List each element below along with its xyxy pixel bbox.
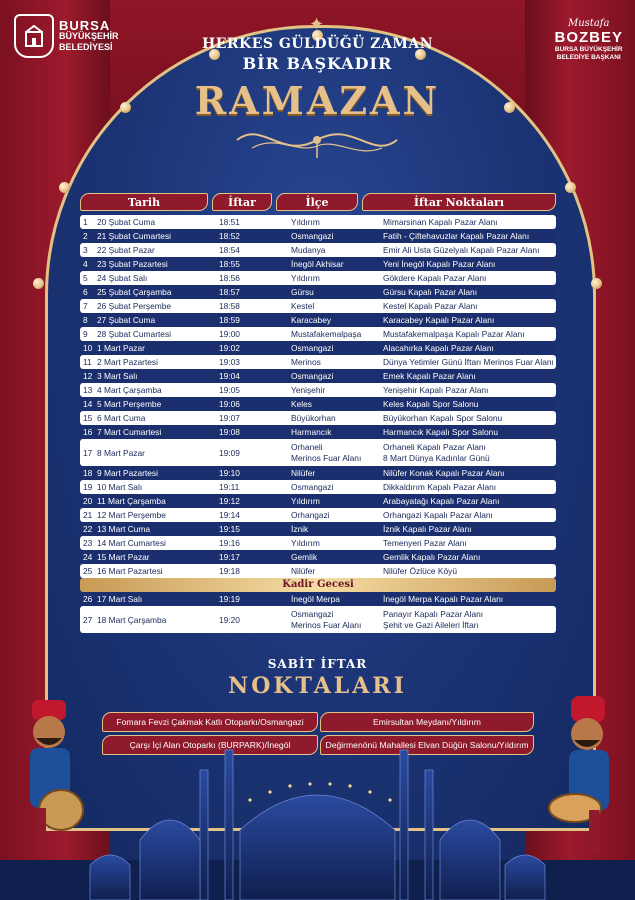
table-row (80, 215, 556, 229)
row-date: 15 Mart Pazar (97, 552, 150, 562)
row-number: 13 (83, 385, 93, 395)
fixed-iftar-title2: NOKTALARI (228, 673, 407, 699)
row-date: 26 Şubat Perşembe (97, 301, 172, 311)
row-place-line: Büyükorhan Kapalı Spor Salonu (383, 412, 503, 423)
row-date: 3 Mart Salı (97, 371, 138, 381)
row-district-line: Büyükorhan (291, 412, 336, 423)
row-district-line: İnegöl Merpa (291, 593, 340, 604)
table-row (80, 411, 556, 425)
fixed-point-2: Emirsultan Meydanı/Yıldırım (320, 712, 534, 732)
row-district-line: Karacabey (291, 314, 332, 325)
row-district-line: Osmangazi (291, 608, 334, 619)
fixed-iftar-title1: SABİT İFTAR (267, 657, 368, 671)
row-district (291, 566, 383, 577)
row-iftar-time: 19:12 (219, 496, 240, 506)
row-iftar-place (383, 524, 556, 535)
bead-ornament (59, 182, 70, 193)
mosque-skyline-illustration (0, 740, 635, 900)
table-header (80, 193, 556, 211)
table-body (80, 215, 556, 578)
row-iftar-place (383, 301, 556, 312)
row-place-line: Dünya Yetimler Günü İftarı Merinos Fuar Alanı (383, 356, 554, 367)
row-district (291, 385, 383, 396)
row-district (291, 399, 383, 410)
row-iftar-time: 18:58 (213, 301, 291, 311)
flourish-ornament-icon (232, 120, 402, 160)
row-date: 13 Mart Cuma (97, 524, 151, 534)
row-district-line: Osmangazi (291, 342, 334, 353)
row-district (291, 552, 383, 563)
row-number: 26 (83, 594, 93, 604)
row-number: 10 (83, 343, 93, 353)
row-number: 23 (83, 538, 93, 548)
drummer-character-illustration (6, 690, 86, 860)
row-district (291, 245, 383, 256)
row-iftar-place (383, 442, 556, 464)
row-district-line: Osmangazi (291, 370, 334, 381)
row-district (291, 231, 383, 242)
row-date: 27 Şubat Cuma (97, 315, 156, 325)
row-date: 1 Mart Pazar (97, 343, 145, 353)
row-date: 14 Mart Cumartesi (97, 538, 166, 548)
row-district (291, 301, 383, 312)
row-district-line2: Merinos Fuar Alanı (291, 452, 362, 463)
star-ornament-icon: ✦ (309, 14, 325, 35)
row-number: 25 (83, 566, 93, 576)
row-iftar-place (383, 552, 556, 563)
row-iftar-time: 19:07 (213, 413, 291, 423)
row-number: 15 (83, 413, 93, 423)
row-iftar-place (383, 427, 556, 438)
row-place-line2: Şehit ve Gazi Aileleri İftarı (383, 619, 479, 630)
row-district (291, 329, 383, 340)
row-iftar-time: 19:15 (219, 524, 240, 534)
row-iftar-time: 19:08 (219, 427, 240, 437)
row-place-line: Orhaneli Kapalı Pazar Alanı (383, 441, 486, 452)
header-district: İlçe (276, 193, 358, 211)
row-place-line: Nilüfer Özlüce Köyü (383, 565, 458, 576)
row-number: 17 (83, 447, 93, 458)
row-district (291, 538, 383, 549)
row-date: 20 Şubat Cuma (97, 217, 156, 227)
row-iftar-time: 19:03 (213, 357, 291, 367)
row-iftar-place (383, 231, 556, 242)
row-date: 2 Mart Pazartesi (97, 357, 158, 367)
table-row (80, 564, 556, 578)
row-date: 8 Mart Pazar (97, 447, 145, 458)
table-row (80, 522, 556, 536)
row-place-line: Karacabey Kapalı Pazar Alanı (383, 314, 495, 325)
row-district-line2: Merinos Fuar Alanı (291, 619, 362, 630)
fixed-point-1: Fomara Fevzi Çakmak Katlı Otoparkı/Osmangazi (102, 712, 318, 732)
table-row (80, 383, 556, 397)
row-place-line: Fatih - Çiftehavuzlar Kapalı Pazar Alanı (383, 230, 530, 241)
table-row (80, 508, 556, 522)
row-district-line: Osmangazi (291, 481, 334, 492)
row-date: 4 Mart Çarşamba (97, 385, 162, 395)
table-row (80, 341, 556, 355)
row-place-line: Arabayatağı Kapalı Pazar Alanı (383, 495, 500, 506)
row-date: 18 Mart Çarşamba (97, 614, 167, 625)
row-number: 18 (83, 468, 93, 478)
row-iftar-time: 19:00 (213, 329, 291, 339)
row-date: 28 Şubat Cumartesi (97, 329, 172, 339)
row-iftar-place (383, 482, 556, 493)
table-row (80, 466, 556, 480)
row-place-line: Yenişehir Kapalı Pazar Alanı (383, 384, 489, 395)
row-place-line: Dikkaldırım Kapalı Pazar Alanı (383, 481, 497, 492)
row-iftar-time: 19:20 (213, 615, 291, 625)
row-district (291, 287, 383, 298)
row-district (291, 259, 383, 270)
mayor-title1: BURSA BÜYÜKŞEHİR (554, 46, 623, 53)
row-district-line: Kestel (291, 300, 315, 311)
row-place-line: Mustafakemalpaşa Kapalı Pazar Alanı (383, 328, 525, 339)
row-district (291, 496, 383, 507)
logo-line2: BÜYÜKŞEHİR (59, 30, 119, 41)
row-iftar-time: 18:55 (219, 259, 240, 269)
row-district (291, 482, 383, 493)
table-row (80, 425, 556, 439)
row-iftar-time: 19:04 (219, 371, 240, 381)
row-district (291, 524, 383, 535)
row-district-line: Gürsu (291, 286, 314, 297)
row-district (291, 609, 383, 631)
row-date: 24 Şubat Salı (97, 273, 148, 283)
row-district-line: Mustafakemalpaşa (291, 328, 362, 339)
row-place-line: Temenyeri Pazar Alanı (383, 537, 467, 548)
mayor-title2: BELEDİYE BAŞKANI (556, 54, 621, 61)
row-district-line: Yıldırım (291, 495, 320, 506)
row-number: 16 (83, 427, 93, 437)
row-place-line: Emir Ali Usta Güzelyalı Kapalı Pazar Alanı (383, 244, 540, 255)
row-number: 2 (83, 231, 88, 241)
row-iftar-place (383, 385, 556, 396)
table-row (80, 592, 556, 606)
row-iftar-place (383, 357, 556, 368)
fixed-point-4: Değirmenönü Mahallesi Elvan Düğün Salonu/Yıldırım (320, 735, 534, 755)
logo-line1: BURSA (59, 17, 111, 33)
table-row (80, 299, 556, 313)
row-iftar-place (383, 273, 556, 284)
row-number: 1 (83, 217, 88, 227)
headline-line1: HERKES GÜLDÜĞÜ ZAMAN (202, 36, 433, 52)
row-district-line: İnegöl Akhisar (291, 258, 344, 269)
row-place-line: Yeni İnegöl Kapalı Pazar Alanı (383, 258, 496, 269)
row-iftar-time: 19:06 (219, 399, 240, 409)
row-district-line: Merinos (291, 356, 321, 367)
row-iftar-time: 19:14 (213, 510, 291, 520)
row-iftar-time: 18:52 (219, 231, 240, 241)
row-place-line: İnegöl Merpa Kapalı Pazar Alanı (383, 593, 504, 604)
header-places: İftar Noktaları (362, 193, 556, 211)
row-place-line: Mimarsinan Kapalı Pazar Alanı (383, 216, 498, 227)
row-iftar-time: 19:10 (219, 468, 240, 478)
iftar-schedule-table (80, 193, 556, 633)
table-row (80, 606, 556, 633)
row-iftar-place (383, 329, 556, 340)
row-date: 12 Mart Perşembe (97, 510, 166, 520)
row-date: 11 Mart Çarşamba (97, 496, 166, 506)
row-iftar-place (383, 371, 556, 382)
table-body-after (80, 592, 556, 633)
row-place-line: Gemlik Kapalı Pazar Alanı (383, 551, 481, 562)
table-row (80, 257, 556, 271)
row-place-line: Emek Kapalı Pazar Alanı (383, 370, 476, 381)
row-iftar-place (383, 217, 556, 228)
row-iftar-time: 19:16 (213, 538, 291, 548)
row-number: 22 (83, 524, 93, 534)
row-iftar-place (383, 287, 556, 298)
row-district (291, 510, 383, 521)
row-place-line: Gürsu Kapalı Pazar Alanı (383, 286, 478, 297)
row-district-line: Yıldırım (291, 537, 320, 548)
row-iftar-time: 18:59 (219, 315, 240, 325)
row-number: 12 (83, 371, 93, 381)
row-district-line: Gemlik (291, 551, 318, 562)
row-iftar-time: 18:51 (213, 217, 291, 227)
row-date: 10 Mart Salı (97, 482, 143, 492)
row-number: 4 (83, 259, 88, 269)
row-iftar-time: 19:09 (213, 448, 291, 458)
row-place-line: Harmancık Kapalı Spor Salonu (383, 426, 498, 437)
row-date: 16 Mart Pazartesi (97, 566, 163, 576)
row-number: 6 (83, 287, 88, 297)
row-iftar-place (383, 259, 556, 270)
row-number: 14 (83, 399, 93, 409)
row-place-line: Gökdere Kapalı Pazar Alanı (383, 272, 487, 283)
row-number: 24 (83, 552, 93, 562)
row-district (291, 594, 383, 605)
row-district-line: Nilüfer (291, 565, 316, 576)
row-iftar-time: 18:54 (213, 245, 291, 255)
row-district-line: Harmancık (291, 426, 332, 437)
row-district (291, 413, 383, 424)
row-number: 19 (83, 482, 93, 492)
header-iftar: İftar (212, 193, 272, 211)
row-number: 9 (83, 329, 88, 339)
row-district (291, 273, 383, 284)
headline-ramazan: RAMAZAN (194, 78, 441, 123)
pide-vendor-character-illustration (547, 690, 627, 860)
row-district-line: Keles (291, 398, 312, 409)
row-place-line: Nilüfer Konak Kapalı Pazar Alanı (383, 467, 505, 478)
row-iftar-time: 18:56 (213, 273, 291, 283)
row-number: 8 (83, 315, 88, 325)
table-row (80, 397, 556, 411)
table-row (80, 271, 556, 285)
row-district (291, 357, 383, 368)
table-row (80, 550, 556, 564)
row-iftar-time: 19:05 (213, 385, 291, 395)
row-place-line: Alacahırka Kapalı Pazar Alanı (383, 342, 494, 353)
row-date: 17 Mart Salı (97, 594, 143, 604)
row-date: 7 Mart Cumartesi (97, 427, 162, 437)
mayor-signature: Mustafa (568, 18, 610, 29)
row-place-line: Orhangazi Kapalı Pazar Alanı (383, 509, 493, 520)
table-row (80, 229, 556, 243)
table-row (80, 494, 556, 508)
bead-ornament (33, 278, 44, 289)
table-row (80, 243, 556, 257)
row-district-line: Nilüfer (291, 467, 316, 478)
row-iftar-place (383, 510, 556, 521)
row-iftar-place (383, 538, 556, 549)
row-iftar-time: 19:11 (213, 482, 291, 492)
header-date: Tarih (80, 193, 208, 211)
row-district-line: İznik (291, 523, 309, 534)
row-district (291, 442, 383, 464)
row-district-line: Yenişehir (291, 384, 326, 395)
row-iftar-place (383, 343, 556, 354)
row-iftar-place (383, 468, 556, 479)
row-iftar-place (383, 399, 556, 410)
row-number: 21 (83, 510, 93, 520)
row-date: 25 Şubat Çarşamba (97, 287, 172, 297)
table-row (80, 480, 556, 494)
row-iftar-time: 19:17 (219, 552, 240, 562)
row-district (291, 217, 383, 228)
row-number: 7 (83, 301, 88, 311)
row-district-line: Osmangazi (291, 230, 334, 241)
row-iftar-place (383, 496, 556, 507)
row-iftar-time: 19:02 (219, 343, 240, 353)
row-date: 22 Şubat Pazar (97, 245, 155, 255)
table-row (80, 369, 556, 383)
row-place-line2: 8 Mart Dünya Kadınlar Günü (383, 452, 490, 463)
row-iftar-place (383, 566, 556, 577)
row-iftar-time: 18:57 (219, 287, 240, 297)
row-number: 11 (83, 357, 92, 367)
row-number: 3 (83, 245, 88, 255)
kadir-gecesi-banner: Kadir Gecesi (80, 578, 556, 592)
mayor-name: BOZBEY (554, 29, 623, 46)
table-row (80, 327, 556, 341)
row-number: 27 (83, 614, 93, 625)
row-district (291, 343, 383, 354)
table-row (80, 355, 556, 369)
row-number: 20 (83, 496, 93, 506)
row-district-line: Mudanya (291, 244, 326, 255)
row-iftar-place (383, 609, 556, 631)
row-district-line: Orhangazi (291, 509, 330, 520)
row-date: 5 Mart Perşembe (97, 399, 162, 409)
table-row (80, 536, 556, 550)
row-district (291, 371, 383, 382)
fixed-point-3: Çarşı İçi Alan Otoparkı (BURPARK)/İnegöl (102, 735, 318, 755)
headline-line2: BİR BAŞKADIR (242, 54, 393, 73)
row-place-line: İznik Kapalı Pazar Alanı (383, 523, 472, 534)
row-district (291, 427, 383, 438)
row-district-line: Orhaneli (291, 441, 323, 452)
row-date: 9 Mart Pazartesi (97, 468, 158, 478)
row-iftar-place (383, 245, 556, 256)
row-district (291, 468, 383, 479)
table-row (80, 285, 556, 299)
table-row (80, 313, 556, 327)
row-iftar-time: 19:19 (219, 594, 240, 604)
row-date: 21 Şubat Cumartesi (97, 231, 172, 241)
row-number: 5 (83, 273, 88, 283)
row-place-line: Panayır Kapalı Pazar Alanı (383, 608, 484, 619)
row-date: 23 Şubat Pazartesi (97, 259, 168, 269)
row-date: 6 Mart Cuma (97, 413, 146, 423)
row-iftar-time: 19:18 (213, 566, 291, 576)
row-iftar-place (383, 594, 556, 605)
table-row (80, 439, 556, 466)
row-district-line: Yıldırım (291, 216, 320, 227)
logo-line3: BELEDİYESİ (59, 41, 113, 52)
row-place-line: Keles Kapalı Spor Salonu (383, 398, 479, 409)
row-place-line: Kestel Kapalı Pazar Alanı (383, 300, 478, 311)
row-district-line: Yıldırım (291, 272, 320, 283)
row-iftar-place (383, 413, 556, 424)
row-district (291, 315, 383, 326)
row-iftar-place (383, 315, 556, 326)
